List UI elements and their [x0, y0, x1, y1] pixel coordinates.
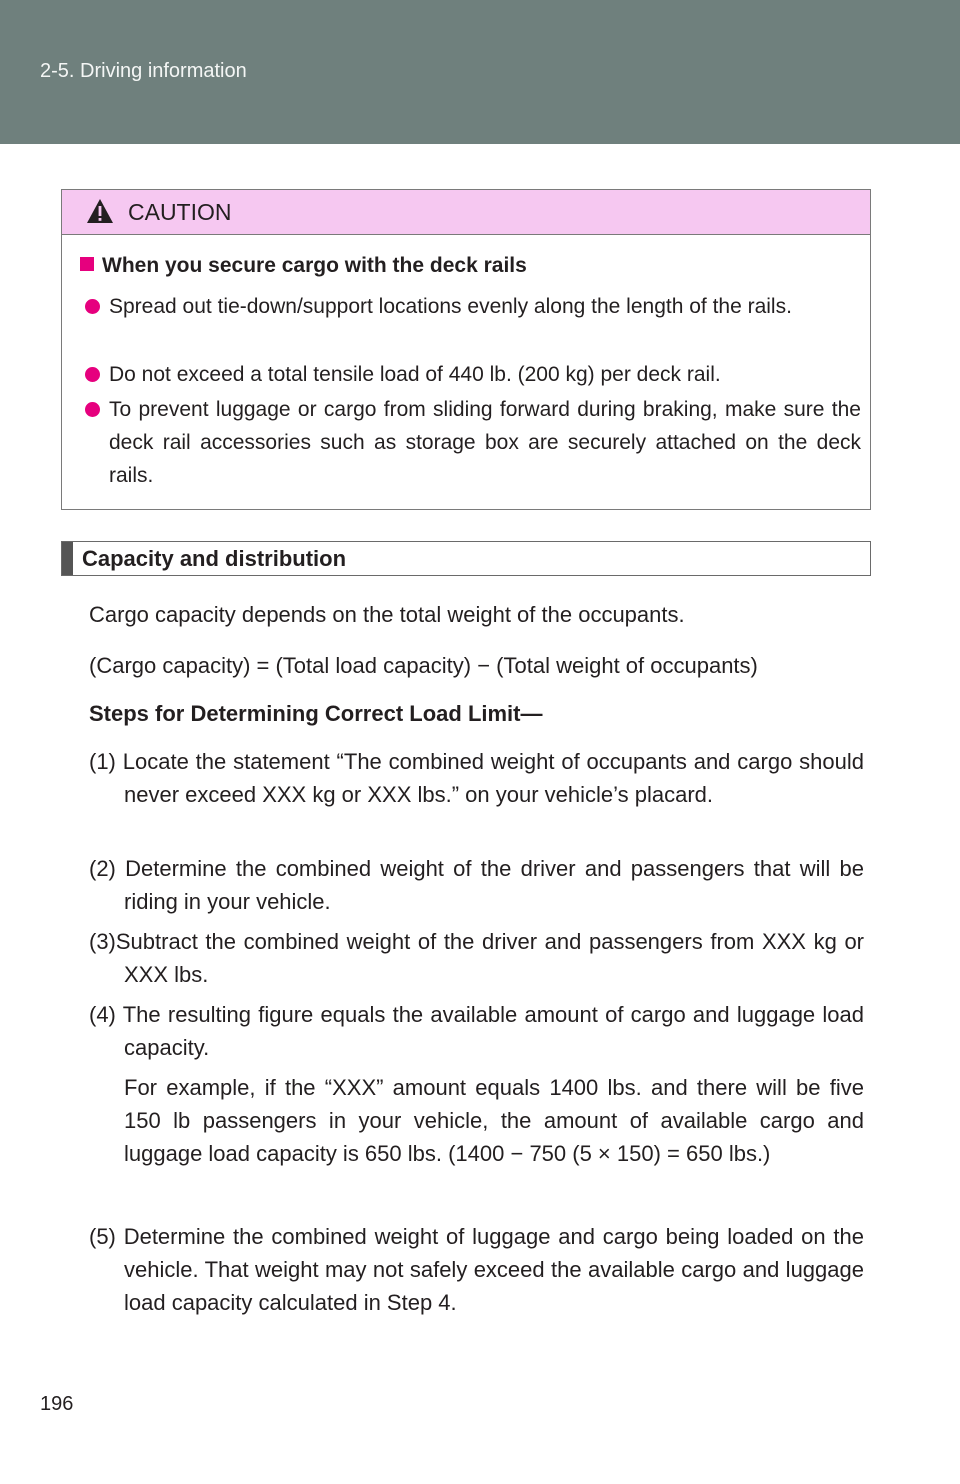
intro-text: Cargo capacity depends on the total weight of the occupants. [89, 602, 685, 627]
section-heading [61, 541, 871, 576]
caution-item [85, 393, 861, 492]
caution-item [85, 290, 861, 323]
warning-triangle-icon [86, 198, 114, 224]
step-item: (2) Determine the combined weight of the driver and passengers that will be riding in your vehicle. [89, 856, 864, 914]
bullet-dot-icon [85, 299, 100, 314]
step-item: (5) Determine the combined weight of luggage and cargo being loaded on the vehicle. That weight may not safely exceed the available cargo and luggage load capacity calculated in Step 4. [89, 1224, 864, 1315]
step-item: (4) The resulting figure equals the available amount of cargo and luggage load capacity. [89, 1002, 864, 1060]
example-text: For example, if the “XXX” amount equals 1400 lbs. and there will be five 150 lb passengers in your vehicle, the amount of available cargo and luggage load capacity is 650 lbs. (1400 − 750 (5 × 150) = 650 lbs.) [124, 1075, 864, 1166]
bullet-dot-icon [85, 402, 100, 417]
section-breadcrumb: 2-5. Driving information [40, 60, 247, 82]
caution-item-text: To prevent luggage or cargo from sliding forward during braking, make sure the deck rail accessories such as storage box are securely attached on the deck rails. [109, 398, 861, 487]
bullet-dot-icon [85, 367, 100, 382]
section-heading-bar [62, 542, 73, 575]
page-number: 196 [40, 1393, 74, 1415]
page-header [0, 0, 960, 144]
caution-item-text: Spread out tie-down/support locations evenly along the length of the rails. [109, 295, 792, 318]
caution-title: CAUTION [128, 199, 232, 225]
step-item: (1) Locate the statement “The combined weight of occupants and cargo should never exceed XXX kg or XXX lbs.” on your vehicle’s placard. [89, 749, 864, 807]
caution-subtitle [80, 254, 527, 278]
caution-item-text: Do not exceed a total tensile load of 440 lb. (200 kg) per deck rail. [109, 363, 721, 386]
caution-item [85, 358, 861, 391]
formula-text: (Cargo capacity) = (Total load capacity) − (Total weight of occupants) [89, 653, 758, 678]
steps-heading: Steps for Determining Correct Load Limit— [89, 701, 543, 726]
caution-box [61, 189, 871, 510]
caution-subtitle-text: When you secure cargo with the deck rails [102, 254, 527, 277]
square-bullet-icon [80, 257, 94, 271]
section-title: Capacity and distribution [82, 546, 347, 571]
caution-header [62, 190, 870, 235]
step-item: (3)Subtract the combined weight of the driver and passengers from XXX kg or XXX lbs. [89, 929, 864, 987]
